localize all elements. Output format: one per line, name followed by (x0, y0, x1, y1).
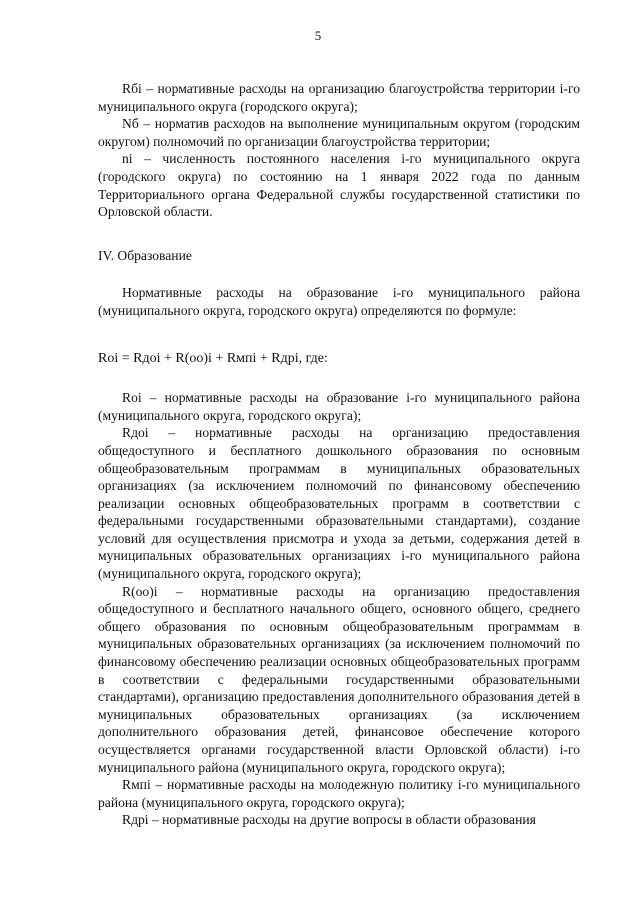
document-body (98, 80, 580, 829)
definition-r-o: Roi – нормативные расходы на образование i-го муниципального района (муниципального округа, городского округа); (98, 390, 580, 423)
section-intro: Нормативные расходы на образование i-го муниципального района (муниципального округа, городского округа) определяются по формуле: (98, 285, 580, 318)
page-number: 5 (314, 28, 322, 43)
section-heading: IV. Образование (98, 247, 192, 263)
definition-n-b: Nб – норматив расходов на выполнение муниципальным округом (городским округом) полномочий по организации благоустройства территории; (98, 116, 580, 149)
formula: Roi = Rдoi + R(oo)i + Rмпi + Rдрi, где: (98, 350, 328, 366)
definition-r-dr: Rдрi – нормативные расходы на другие вопросы в области образования (122, 812, 536, 828)
definition-r-oo: R(oo)i – нормативные расходы на организацию предоставления общедоступного и бесплатного начального общего, основного общего, среднего общего образования по основным общеобразовательным программам в муниципальных образовательных организациях (за исключением полномочий по финансовому обеспечению реализации основных общеобразовательных программ в соответствии с федеральными государственными образовательными стандартами), организацию предоставления дополнительного образования детей в муниципальных образовательных организациях (за исключением дополнительного образования детей, финансовое обеспечение которого осуществляется органами государственной власти Орловской области) i-го муниципального района (муниципального округа, городского округа); (98, 583, 580, 775)
definition-r-do: Rдoi – нормативные расходы на организацию предоставления общедоступного и бесплатного дошкольного образования по основным общеобразовательным программам в муниципальных образовательных организациях (за исключением полномочий по финансовому обеспечению реализации основных общеобразовательных программ в соответствии с федеральными государственными образовательными стандартами), создание условий для осуществления присмотра и ухода за детьми, содержания детей в муниципальных образовательных организациях i-го муниципального района (муниципального округа, городского округа); (98, 425, 580, 582)
definition-r-mp: Rмпi – нормативные расходы на молодежную политику i-го муниципального района (муниципального округа, городского округа); (98, 777, 580, 810)
definition-r-b: Rбi – нормативные расходы на организацию благоустройства территории i-го муниципального округа (городского округа); (98, 81, 580, 114)
definition-n-i: ni – численность постоянного населения i-го муниципального округа (городского округа) по состоянию на 1 января 2022 года по данным Территориального органа Федеральной службы государственной статистики по Орловской области. (98, 151, 580, 220)
